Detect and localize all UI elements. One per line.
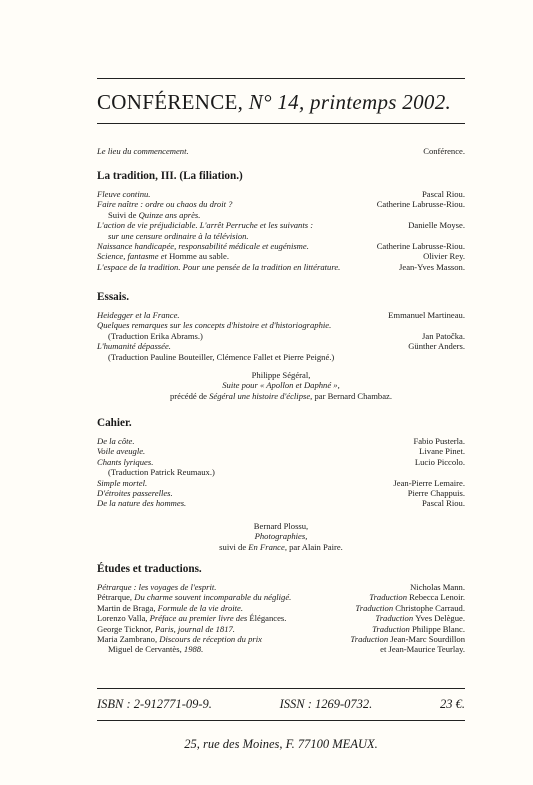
issue-label: N° 14, printemps 2002. xyxy=(248,90,452,114)
toc-row: Chants lyriques. Lucio Piccolo. xyxy=(97,456,465,467)
feature-followed: suivi de En France, par Alain Paire. xyxy=(219,541,343,552)
section-title: Études et traductions. xyxy=(97,563,202,575)
toc-row: Martin de Braga, Formule de la vie droite. Traduction Christophe Carraud. xyxy=(97,602,465,613)
toc-row: Lorenzo Valla, Préface au premier livre des Élégances. Traduction Yves Delègue. xyxy=(97,613,465,624)
section-cahier xyxy=(97,417,465,552)
toc-row: De la nature des hommes. Pascal Riou. xyxy=(97,498,465,509)
footer-rule-top xyxy=(97,688,465,689)
journal-title: CONFÉRENCE, xyxy=(97,90,244,114)
isbn-line xyxy=(97,697,465,712)
toc-row: Quelques remarques sur les concepts d'histoire et d'historiographie. xyxy=(97,320,332,331)
feature-work: Photographies, xyxy=(254,531,308,542)
toc-row: Pétrarque : les voyages de l'esprit. Nicholas Mann. xyxy=(97,582,465,592)
toc-row: De la côte. Fabio Pusterla. xyxy=(97,436,465,446)
section-etudes xyxy=(97,563,465,655)
feature-block xyxy=(97,370,465,401)
toc-row: George Ticknor, Paris, journal de 1817. Traduction Philippe Blanc. xyxy=(97,623,465,634)
lead-author: Conférence. xyxy=(423,146,465,156)
feature-work: Suite pour « Apollon et Daphné », xyxy=(222,380,340,391)
address: 25, rue des Moines, F. 77100 MEAUX. xyxy=(184,737,378,751)
masthead-rule xyxy=(97,123,465,124)
lead-title: Le lieu du commencement. xyxy=(97,146,189,156)
toc-row: Naissance handicapée, responsabilité médicale et eugénisme. Catherine Labrusse-Riou. xyxy=(97,241,465,252)
toc-row: Pétrarque, Du charme souvent incomparable du négligé. Traduction Rebecca Lenoir. xyxy=(97,592,465,603)
masthead xyxy=(97,90,465,115)
feature-block xyxy=(97,521,465,552)
toc-row: Simple mortel. Jean-Pierre Lemaire. xyxy=(97,477,465,488)
feature-preceded: précédé de Ségéral une histoire d'éclipse, par Bernard Chambaz. xyxy=(169,390,393,401)
section-tradition xyxy=(97,170,465,272)
toc-row: Science, fantasme et Homme au sable. Olivier Rey. xyxy=(97,251,465,262)
toc-row: L'espace de la tradition. Pour une pensée de la tradition en littérature. Jean-Yves Masson. xyxy=(97,261,465,272)
toc-row: Voile aveugle. Livane Pinet. xyxy=(97,446,465,457)
toc-subline: Suivi de Quinze ans après. xyxy=(108,209,201,220)
toc-row: Maria Zambrano, Discours de réception du prix Traduction Jean-Marc Sourdillon xyxy=(97,634,465,645)
toc-row: Heidegger et la France. Emmanuel Martineau. xyxy=(97,310,465,320)
toc-row: L'action de vie préjudiciable. L'arrêt Perruche et les suivants : Danielle Moyse. xyxy=(97,220,465,231)
price: 23 €. xyxy=(440,697,465,711)
issn: ISSN : 1269-0732. xyxy=(279,697,373,711)
isbn: ISBN : 2-912771-09-9. xyxy=(97,697,212,711)
top-rule xyxy=(97,78,465,79)
toc-row: Faire naître : ordre ou chaos du droit ? Catherine Labrusse-Riou. xyxy=(97,199,465,210)
lead-line xyxy=(97,146,465,156)
toc-row: Fleuve continu. Pascal Riou. xyxy=(97,189,465,199)
toc-row: L'humanité dépassée. Günther Anders. xyxy=(97,341,465,352)
toc-row: (Traduction Erika Abrams.) Jan Patočka. xyxy=(108,330,465,341)
footer-rule-bottom xyxy=(97,720,465,721)
toc-subline: sur une censure ordinaire à la télévision. xyxy=(108,230,249,241)
toc-row: D'étroites passerelles. Pierre Chappuis. xyxy=(97,488,465,499)
section-title: Cahier. xyxy=(97,417,132,429)
section-title: Essais. xyxy=(97,291,130,303)
feature-name: Bernard Plossu, xyxy=(253,520,309,531)
toc-subline: (Traduction Pauline Bouteiller, Clémence Fallet et Pierre Peigné.) xyxy=(108,351,335,362)
section-essais xyxy=(97,291,465,401)
feature-name: Philippe Ségéral, xyxy=(251,370,311,381)
section-title: La tradition, III. (La filiation.) xyxy=(97,170,243,182)
toc-subline: (Traduction Patrick Reumaux.) xyxy=(108,467,215,478)
toc-row: Miguel de Cervantès, 1988. et Jean-Maurice Teurlay. xyxy=(108,644,465,655)
